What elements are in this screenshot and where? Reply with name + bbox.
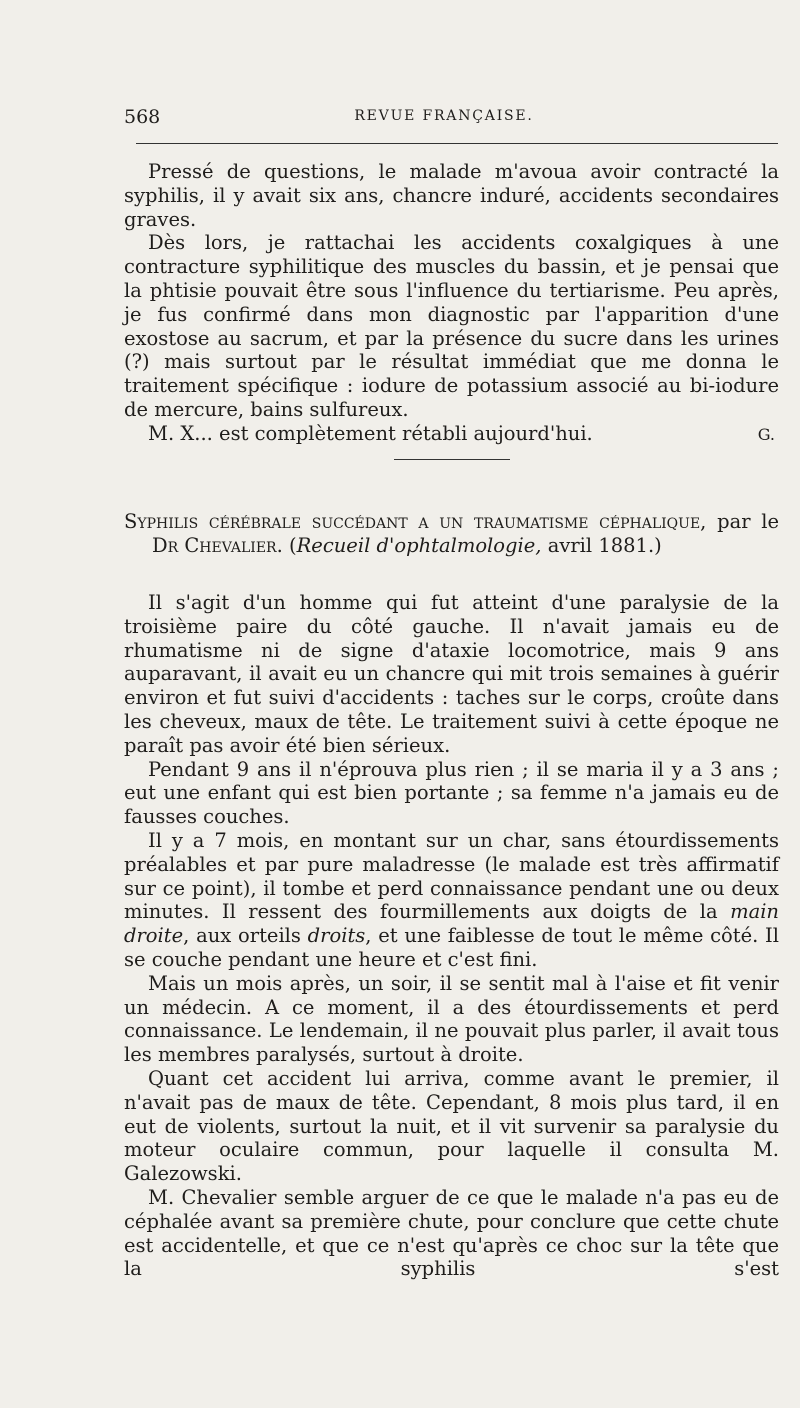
article-paragraph: Pendant 9 ans il n'éprouva plus rien ; il se maria il y a 3 ans ; eut une enfant qui est bien portante ; sa femme n'a jamais eu de fausses couches. [124,757,779,829]
observation-paragraph: Pressé de questions, le malade m'avoua avoir contracté la syphilis, il y avait six ans, chancre induré, accidents secondaires graves. [124,160,779,231]
running-title: REVUE FRANÇAISE. [354,108,534,124]
source-journal: Recueil d'ophtalmologie, [296,533,542,557]
text-run: Il y a 7 mois, en montant sur un char, sans étourdissements préalables et par pure maladresse (le malade est très affirmatif sur ce point), il tombe et perd connaissance pendant une ou deux minutes. Il ressent des fourmillements aux doigts de la [124,828,779,924]
section-divider [394,459,510,460]
article-author: Dr Chevalier. [152,533,283,557]
observation-text [124,160,779,447]
article-paragraph: M. Chevalier semble arguer de ce que le malade n'a pas eu de céphalée avant sa première chute, pour conclure que cette chute est accidentelle, et que ce n'est qu'après ce choc sur la tête que la syphilis s'est [124,1185,779,1281]
article-paragraph: Quant cet accident lui arriva, comme avant le premier, il n'avait pas de maux de tête. Cependant, 8 mois plus tard, il en eut de violents, surtout la nuit, et il vit survenir sa paralysie du moteur oculaire commun, pour laquelle il consulta M. Galezowski. [124,1066,779,1186]
emphasis-droits: droits [307,924,366,948]
page-number: 568 [124,106,161,128]
article-title: Syphilis cérébrale succédant a un traumatisme céphalique, [124,510,707,533]
observation-closing: M. X... est complètement rétabli aujourd'hui. [148,421,593,445]
article-source-line [124,534,779,558]
article-paragraph: Il s'agit d'un homme qui fut atteint d'une paralysie de la troisième paire du côté gauche. Il n'avait jamais eu de rhumatisme ni de signe d'ataxie locomotrice, mais 9 ans auparavant, il avait eu un chancre qui mit trois semaines à guérir environ et fut suivi d'accidents : taches sur le corps, croûte dans les cheveux, maux de tête. Le traitement suivi à cette époque ne paraît pas avoir été bien sérieux. [124,591,779,757]
article-paragraph: Mais un mois après, un soir, il se sentit mal à l'aise et fit venir un médecin. A ce moment, il a des étourdissements et perd connaissance. Le lendemain, il ne pouvait plus parler, il avait tous les membres paralysés, surtout à droite. [124,971,779,1067]
text-run: , aux orteils [183,924,308,948]
emphasis-main-droite: main droite [124,900,779,948]
page-header [124,106,764,130]
article-body [124,591,779,1281]
article-title-by: par le [717,510,780,533]
article-paragraph-fall [124,829,779,972]
observation-paragraph: Dès lors, je rattachai les accidents coxalgiques à une contracture syphilitique des muscles du bassin, et je pensai que la phtisie pouvait être sous l'influence du tertiarisme. Peu après, je fus confirmé dans mon diagnostic par l'apparition d'une exostose au sacrum, et par la présence du sucre dans les urines (?) mais surtout par le résultat immédiat que me donna le traitement spécifique : iodure de potassium associé au bi-iodure de mercure, bains sulfureux. [124,231,779,421]
header-rule [136,143,778,144]
signature: G. [757,424,775,444]
source-open: ( [288,533,297,557]
text-run: , et une faiblesse de tout le même côté. Il se couche pendant une heure et c'est fini. [124,924,779,971]
article-heading [124,510,779,558]
observation-closing-line [124,422,779,447]
article-title-line [124,510,779,534]
source-date: avril 1881.) [547,533,662,557]
